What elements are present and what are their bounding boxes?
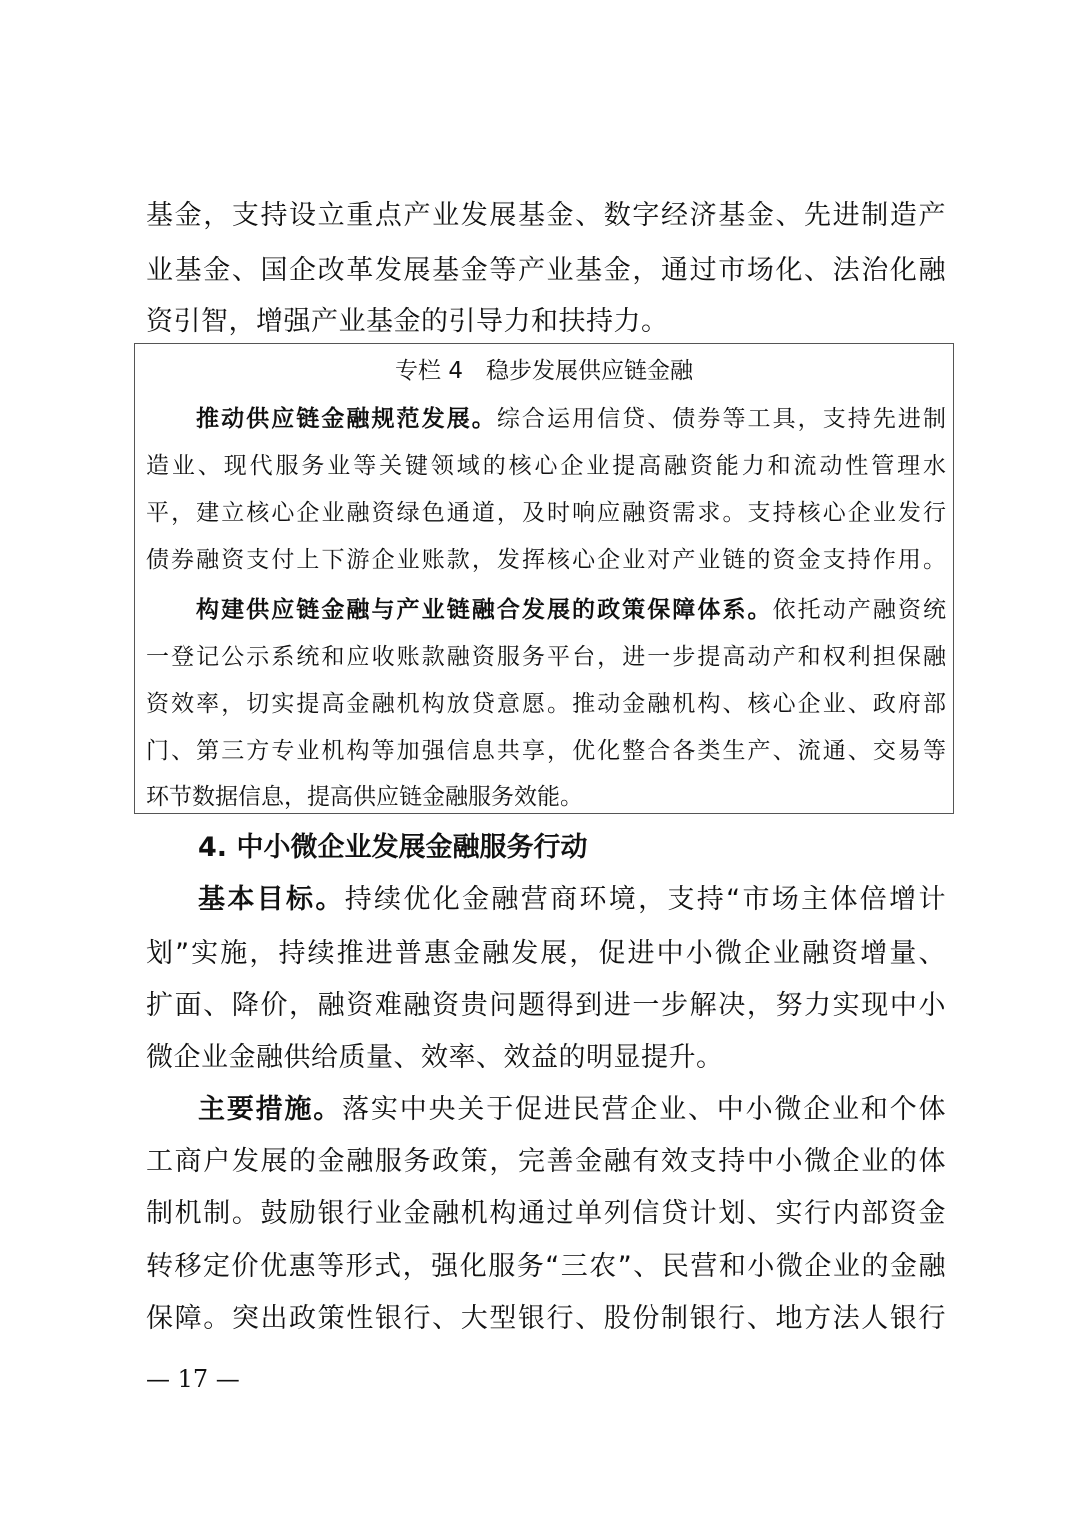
box-title: 专栏 4 稳步发展供应链金融 — [395, 358, 693, 384]
section-p2-line-4: 转移定价优惠等形式，强化服务“三农”、民营和小微企业的金融 — [146, 1251, 946, 1282]
box-p2-line-4: 门、第三方专业机构等加强信息共享，优化整合各类生产、流通、交易等 — [146, 738, 946, 764]
box-p1-line-1 — [196, 405, 946, 433]
page-number: — 17 — — [146, 1365, 240, 1393]
box-p2-lead: 构建供应链金融与产业链融合发展的政策保障体系。 — [196, 597, 773, 623]
box-p2-line-5: 环节数据信息，提高供应链金融服务效能。 — [146, 784, 583, 810]
section-p1-line-4: 微企业金融供给质量、效率、效益的明显提升。 — [146, 1042, 724, 1073]
box-p2-line-3: 资效率，切实提高金融机构放贷意愿。推动金融机构、核心企业、政府部 — [146, 691, 946, 717]
box-p1-line-2: 造业、现代服务业等关键领域的核心企业提高融资能力和流动性管理水 — [146, 453, 946, 479]
section-p1-text: 持续优化金融营商环境，支持“市场主体倍增计 — [344, 884, 946, 915]
box-p2-line-1 — [196, 596, 946, 624]
section-heading: 4. 中小微企业发展金融服务行动 — [198, 832, 588, 863]
box-p1-text: 综合运用信贷、债券等工具，支持先进制 — [496, 406, 947, 432]
intro-line-2: 业基金、国企改革发展基金等产业基金，通过市场化、法治化融 — [146, 255, 946, 286]
intro-line-1: 基金，支持设立重点产业发展基金、数字经济基金、先进制造产 — [146, 200, 946, 231]
section-p2-line-5: 保障。突出政策性银行、大型银行、股份制银行、地方法人银行 — [146, 1303, 946, 1334]
box-p1-line-4: 债券融资支付上下游企业账款，发挥核心企业对产业链的资金支持作用。 — [146, 547, 946, 573]
section-p1-line-1 — [198, 885, 946, 915]
box-p2-text: 依托动产融资统 — [772, 597, 947, 623]
intro-line-3: 资引智，增强产业基金的引导力和扶持力。 — [146, 306, 669, 337]
section-p1-line-2: 划”实施，持续推进普惠金融发展，促进中小微企业融资增量、 — [146, 938, 946, 969]
section-p1-lead: 基本目标。 — [198, 884, 345, 915]
section-p2-line-2: 工商户发展的金融服务政策，完善金融有效支持中小微企业的体 — [146, 1146, 946, 1177]
box-p1-line-3: 平，建立核心企业融资绿色通道，及时响应融资需求。支持核心企业发行 — [146, 500, 946, 526]
section-p1-line-3: 扩面、降价，融资难融资贵问题得到进一步解决，努力实现中小 — [146, 990, 946, 1021]
section-p2-text: 落实中央关于促进民营企业、中小微企业和个体 — [342, 1094, 947, 1125]
section-p2-line-3: 制机制。鼓励银行业金融机构通过单列信贷计划、实行内部资金 — [146, 1198, 946, 1229]
box-p2-line-2: 一登记公示系统和应收账款融资服务平台，进一步提高动产和权利担保融 — [146, 644, 946, 670]
section-p2-lead: 主要措施。 — [198, 1094, 343, 1125]
section-p2-line-1 — [198, 1095, 946, 1125]
box-p1-lead: 推动供应链金融规范发展。 — [196, 406, 497, 432]
